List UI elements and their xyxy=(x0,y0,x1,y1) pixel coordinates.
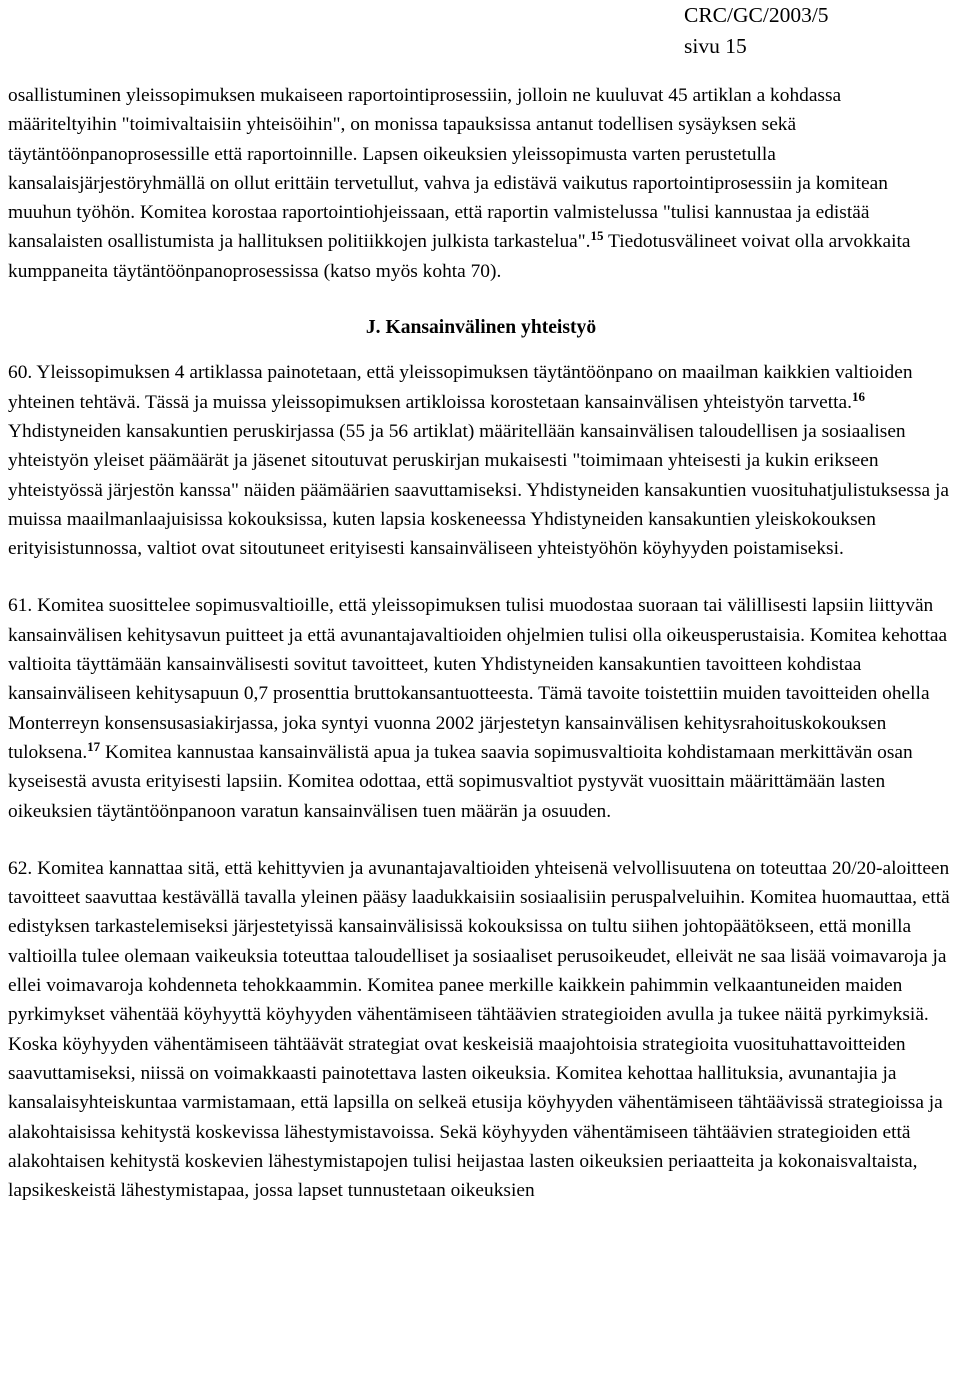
paragraph-text: Tiedotusvälineet voivat olla arvokkaita kumppaneita täytäntöönpanoprosessissa (katso myös kohta 70). xyxy=(8,231,911,282)
paragraph-continuation xyxy=(8,81,954,286)
footnote-ref-16: 16 xyxy=(852,388,866,404)
paragraph-text: 60. Yleissopimuksen 4 artiklassa painotetaan, että yleissopimuksen täytäntöönpano on maailman kaikkien valtioiden yhteinen tehtävä. Tässä ja muissa yleissopimuksen artikloissa korostetaan kansainvälisen yhteistyön tarvetta. xyxy=(8,362,913,413)
section-heading: J. Kansainvälinen yhteistyö xyxy=(365,317,597,339)
page-header xyxy=(684,0,829,62)
paragraph-61 xyxy=(8,591,954,825)
document-symbol: CRC/GC/2003/5 xyxy=(684,3,829,27)
paragraph-text: 61. Komitea suosittelee sopimusvaltioille, että yleissopimuksen tulisi muodostaa suoraan tai välillisesti lapsiin liittyvän kansainvälisen kehitysavun puitteet ja että avunantajavaltioiden ohjelmien tulisi olla oikeusperustaisia. Komitea kehottaa valtioita täyttämään kansainvälisesti sovitut tavoitteet, kuten Yhdistyneiden kansakuntien tavoitteen kohdistaa kansainväliseen kehitysapuun 0,7 prosenttia bruttokansantuotteesta. Tämä tavoite toistettiin muiden tavoitteiden ohella Monterreyn konsensusasiakirjassa, joka syntyi vuonna 2002 järjestetyn kansainvälisen kehitysrahoituskokouksen tuloksena. xyxy=(8,595,948,763)
document-body xyxy=(8,81,954,1205)
paragraph-text: osallistuminen yleissopimuksen mukaiseen raportointiprosessiin, jolloin ne kuuluvat 45 artiklan a kohdassa määriteltyihin "toimivaltaisiin yhteisöihin", on monissa tapauksissa antanut todellisen sysäyksen sekä täytäntöönpanoprosessille että raportoinnille. Lapsen oikeuksien yleissopimusta varten perustetulla kansalaisjärjestöryhmällä on ollut erittäin tervetullut, vahva ja edistävä vaikutus raportointiprosessiin ja komitean muuhun työhön. Komitea korostaa raportointiohjeissaan, että raportin valmistelussa "tulisi kannustaa ja edistää kansalaisten osallistumista ja hallituksen politiikkojen julkista tarkastelua". xyxy=(8,85,888,253)
footnote-ref-15: 15 xyxy=(590,228,604,244)
paragraph-text: 62. Komitea kannattaa sitä, että kehittyvien ja avunantajavaltioiden yhteisenä velvollisuutena on toteuttaa 20/20-aloitteen tavoitteet saavuttaa kestävällä tavalla yleinen pääsy laadukkaisiin sosiaalisiin peruspalveluihin. Komitea huomauttaa, että edistyksen tarkastelemiseksi järjestetyissä kansainvälisissä kokouksissa on tultu siihen johtopäätökseen, että monilla valtioilla tulee olemaan vaikeuksia toteuttaa taloudelliset ja sosiaaliset perusoikeudet, elleivät ne saa lisää voimavaroja ja ellei voimavaroja kohdenneta tehokkaammin. Komitea panee merkille kaikkein pahimmin velkaantuneiden maiden pyrkimykset vähentää köyhyyttä köyhyyden vähentämiseen tähtäävien strategioiden avulla ja tukee näitä pyrkimyksiä. Koska köyhyyden vähentämiseen tähtäävät strategiat ovat keskeisiä maajohtoisia strategioita vuosituhattavoitteiden saavuttamiseksi, niissä on voimakkaasti painotettava lasten oikeuksia. Komitea kehottaa hallituksia, avunantajia ja kansalaisyhteiskuntaa varmistamaan, että lapsilla on selkeä etusija köyhyyden vähentämiseen tähtäävissä strategioissa ja alakohtaisissa kehitystä koskevissa lähestymistavoissa. Sekä köyhyyden vähentämiseen tähtäävien strategioiden että alakohtaisen kehitystä koskevien lähestymistapojen tulisi heijastaa lasten oikeuksien periaatteita ja kokonaisvaltaista, lapsikeskeistä lähestymistapaa, jossa lapset tunnustetaan oikeuksien xyxy=(8,857,950,1202)
paragraph-62 xyxy=(8,854,954,1206)
page-number: sivu 15 xyxy=(684,34,747,58)
paragraph-60 xyxy=(8,358,954,563)
footnote-ref-17: 17 xyxy=(87,738,101,754)
paragraph-text: Komitea kannustaa kansainvälistä apua ja tukea saavia sopimusvaltioita kohdistamaan merkittävän osan kyseisestä avusta erityisesti lapsiin. Komitea odottaa, että sopimusvaltiot pystyvät vuosittain määrittämään lasten oikeuksien täytäntöönpanoon varatun kansainvälisen tuen määrän ja osuuden. xyxy=(8,741,913,822)
paragraph-text: Yhdistyneiden kansakuntien peruskirjassa (55 ja 56 artiklat) määritellään kansainvälisen taloudellisen ja sosiaalisen yhteistyön yleiset päämäärät ja jäsenet sitoutuvat peruskirjan mukaisesti "toimimaan yhteisesti ja kukin erikseen yhteistyössä järjestön kanssa" näiden päämäärien saavuttamiseksi. Yhdistyneiden kansakuntien vuosituhatjulistuksessa ja muissa maailmanlaajuisissa kokouksissa, kuten lapsia koskeneessa Yhdistyneiden kansakuntien yleiskokouksen erityisistunnossa, valtiot ovat sitoutuneet erityisesti kansainväliseen yhteistyöhön köyhyyden poistamiseksi. xyxy=(8,420,949,560)
